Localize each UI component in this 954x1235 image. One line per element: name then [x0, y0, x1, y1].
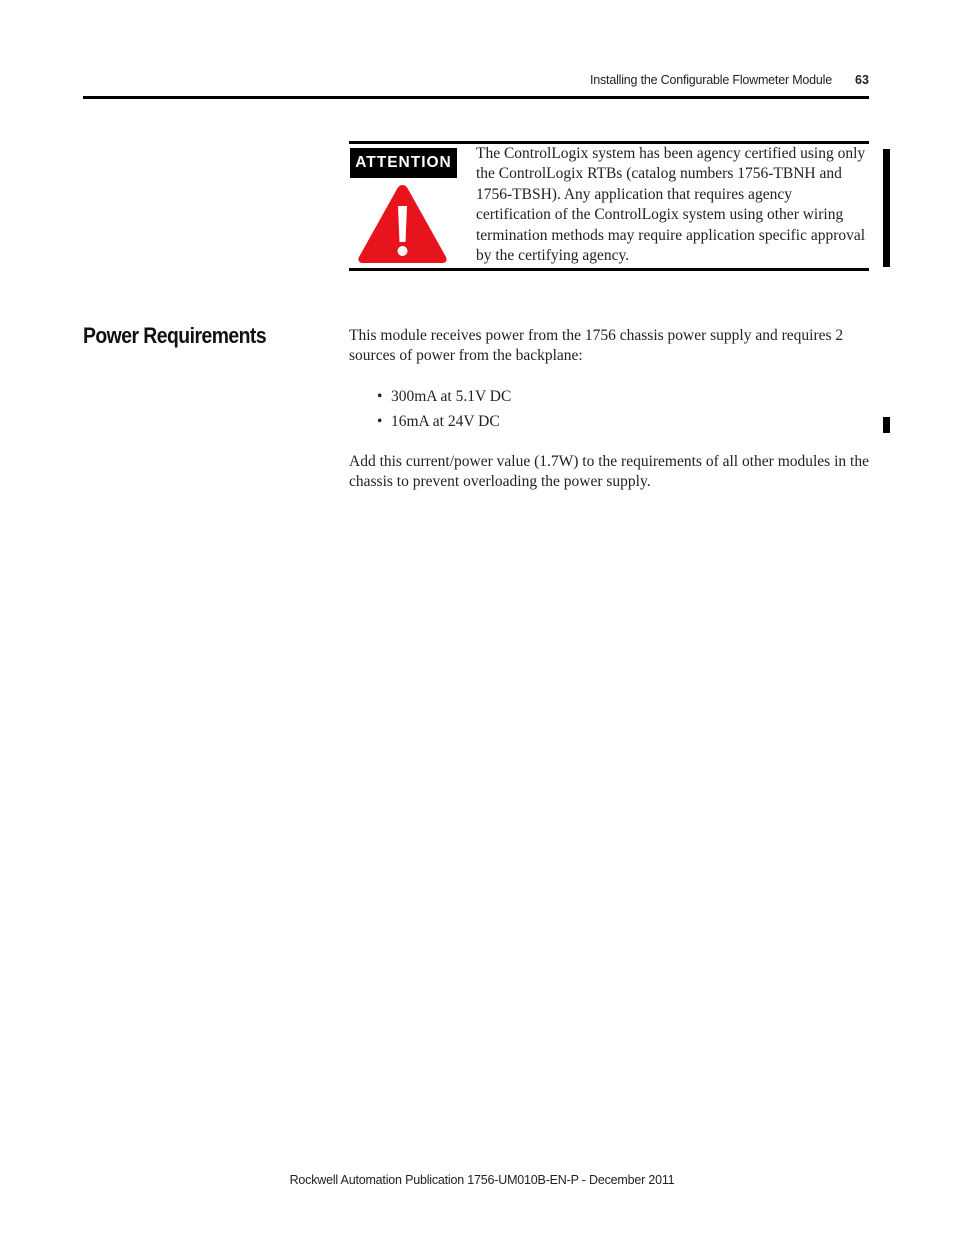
change-bar — [883, 149, 890, 267]
list-item-text: 16mA at 24V DC — [391, 413, 500, 430]
header-rule — [83, 96, 869, 99]
attention-label: ATTENTION — [350, 148, 457, 178]
list-item — [377, 387, 511, 407]
list-item — [377, 412, 511, 432]
attention-bottom-rule — [349, 268, 869, 271]
closing-paragraph: Add this current/power value (1.7W) to the requirements of all other modules in the chassis to prevent overloading the power supply. — [349, 453, 869, 491]
publication-footer: Rockwell Automation Publication 1756-UM010B-EN-P - December 2011 — [289, 1173, 675, 1187]
bullet-icon: • — [377, 413, 383, 430]
list-item-text: 300mA at 5.1V DC — [391, 388, 512, 405]
running-header-title: Installing the Configurable Flowmeter Module — [589, 73, 832, 87]
page-number: 63 — [855, 73, 869, 87]
bullet-icon: • — [377, 388, 383, 405]
power-sources-list — [377, 387, 511, 437]
change-bar — [883, 417, 890, 433]
section-heading: Power Requirements — [83, 323, 267, 348]
warning-triangle-icon — [356, 182, 449, 265]
attention-text: The ControlLogix system has been agency certified using only the ControlLogix RTBs (catalog numbers 1756-TBNH and 1756-TBSH). Any application that requires agency certification of the ControlLogix system using other wiring termination methods may require application specific approval by the certifying agency. — [476, 145, 866, 265]
intro-paragraph: This module receives power from the 1756 chassis power supply and requires 2 sources of power from the backplane: — [349, 327, 844, 365]
